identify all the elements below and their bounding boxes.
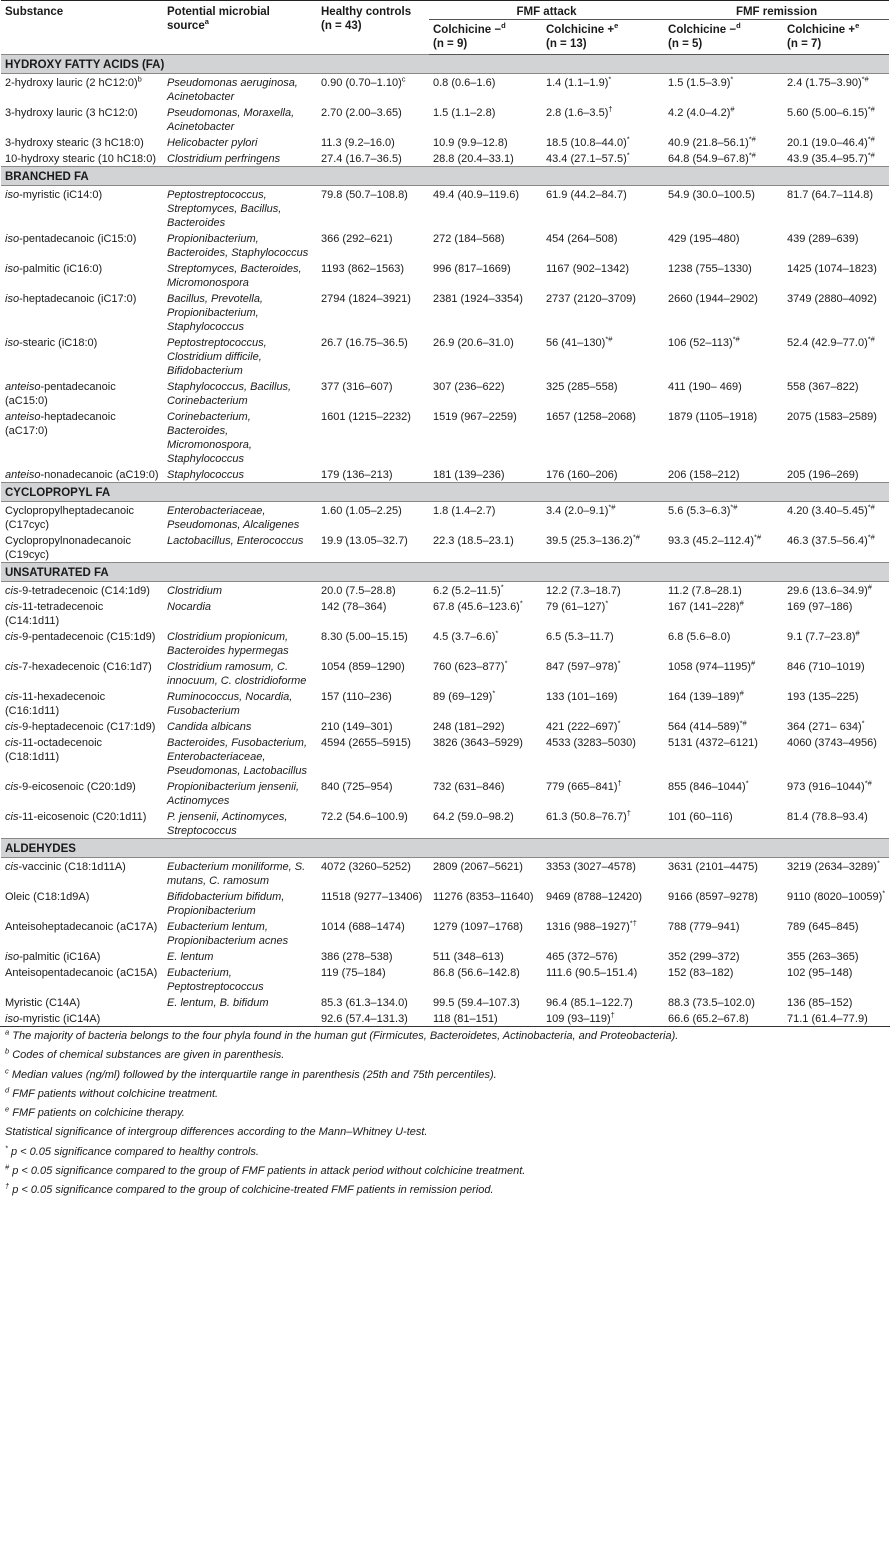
section-header (1, 55, 889, 74)
footnote: $^d$ FMF patients without colchicine treatment. (5, 1085, 219, 1100)
value-cell-a-plus: 109 (93–119)† (546, 1010, 615, 1025)
table-row (1, 502, 889, 533)
value-cell-healthy: 20.0 (7.5–28.8) (321, 585, 396, 597)
source-cell: Peptostreptococcus, Clostridium difficile, Bifidobacterium (167, 337, 267, 377)
substance-cell: iso-palmitic (iC16:0) (5, 263, 103, 275)
value-cell-healthy: 386 (278–538) (321, 951, 393, 963)
table-row (1, 658, 889, 688)
value-cell-r-plus: 973 (916–1044)*# (787, 778, 872, 793)
value-cell-a-minus: 1.5 (1.1–2.8) (433, 107, 496, 119)
value-cell-healthy: 26.7 (16.75–36.5) (321, 337, 408, 349)
value-cell-a-minus: 2381 (1924–3354) (433, 293, 523, 305)
value-cell-healthy: 92.6 (57.4–131.3) (321, 1013, 408, 1025)
value-cell-a-plus: 2.8 (1.6–3.5)† (546, 104, 613, 119)
value-cell-healthy: 1.60 (1.05–2.25) (321, 505, 402, 517)
source-cell: Propionibacterium jensenii, Actinomyces (167, 781, 300, 807)
value-cell-a-minus: 0.8 (0.6–1.6) (433, 77, 496, 89)
footnote: $^e$ FMF patients on colchicine therapy. (5, 1104, 185, 1120)
value-cell-r-minus: 206 (158–212) (668, 469, 740, 481)
source-cell: Peptostreptococcus, Streptomyces, Bacillus, Bacteroides (167, 189, 282, 229)
substance-cell: iso-myristic (iC14A) (5, 1013, 101, 1025)
value-cell-r-minus: 411 (190– 469) (668, 381, 742, 393)
value-cell-a-plus: 9469 (8788–12420) (546, 891, 643, 903)
substance-cell: Myristic (C14A) (5, 997, 81, 1009)
source-cell: Streptomyces, Bacteroides, Micromonospora (167, 263, 302, 289)
value-cell-healthy: 27.4 (16.7–36.5) (321, 153, 402, 165)
table-row (1, 334, 889, 378)
source-cell: Pseudomonas, Moraxella, Acinetobacter (167, 107, 295, 133)
value-cell-healthy: 4594 (2655–5915) (321, 737, 411, 749)
value-cell-r-minus: 3631 (2101–4475) (668, 861, 758, 873)
substance-cell: anteiso-pentadecanoic (aC15:0) (5, 381, 116, 407)
source-cell: Bifidobacterium bifidum, Propionibacterium (167, 891, 285, 917)
source-cell: Nocardia (167, 601, 212, 613)
value-cell-a-plus: 1167 (902–1342) (546, 263, 629, 275)
value-cell-healthy: 8.30 (5.00–15.15) (321, 631, 408, 643)
value-cell-r-minus: 88.3 (73.5–102.0) (668, 997, 755, 1009)
substance-cell: 10-hydroxy stearic (10 hC18:0) (5, 153, 157, 165)
substance-cell: 3-hydroxy lauric (3 hC12:0) (5, 107, 138, 119)
source-cell: Eubacterium, Peptostreptococcus (167, 967, 264, 993)
substance-cell: 3-hydroxy stearic (3 hC18:0) (5, 137, 144, 149)
table-row (1, 808, 889, 839)
table-row (1, 466, 889, 483)
value-cell-r-plus: 355 (263–365) (787, 951, 859, 963)
table-row (1, 378, 889, 408)
source-cell: Clostridium ramosum, C. innocuum, C. clostridioforme (167, 661, 307, 687)
value-cell-r-plus: 1425 (1074–1823) (787, 263, 877, 275)
value-cell-r-plus: 364 (271– 634)* (787, 718, 865, 733)
value-cell-r-minus: 6.8 (5.6–8.0) (668, 631, 731, 643)
table-row (1, 408, 889, 466)
value-cell-r-minus: 11.2 (7.8–28.1) (668, 585, 742, 597)
header-source: Potential microbial source$^a$ (163, 1, 317, 55)
value-cell-r-plus: 71.1 (61.4–77.9) (787, 1013, 868, 1025)
value-cell-r-minus: 855 (846–1044)* (668, 778, 749, 793)
source-cell: Pseudomonas aeruginosa, Acinetobacter (167, 77, 298, 103)
value-cell-healthy: 1054 (859–1290) (321, 661, 405, 673)
source-cell: Helicobacter pylori (167, 137, 258, 149)
value-cell-r-plus: 4060 (3743–4956) (787, 737, 877, 749)
value-cell-r-minus: 64.8 (54.9–67.8)*# (668, 150, 756, 165)
value-cell-a-plus: 454 (264–508) (546, 233, 618, 245)
value-cell-healthy: 142 (78–364) (321, 601, 387, 613)
value-cell-r-minus: 1879 (1105–1918) (668, 411, 758, 423)
value-cell-a-minus: 26.9 (20.6–31.0) (433, 337, 514, 349)
substance-cell: cis-11-octadecenoic (C18:1d11) (5, 737, 103, 763)
table-row (1, 778, 889, 808)
footnote: # p < 0.05 significance compared to the group of FMF patients in attack period without colchicine treatment. (5, 1162, 526, 1178)
source-cell: Clostridium (167, 585, 223, 597)
value-cell-r-plus: 169 (97–186) (787, 601, 853, 613)
value-cell-r-minus: 66.6 (65.2–67.8) (668, 1013, 749, 1025)
source-cell: Enterobacteriaceae, Pseudomonas, Alcaligenes (167, 505, 300, 531)
value-cell-r-plus: 81.4 (78.8–93.4) (787, 811, 868, 823)
section-title: HYDROXY FATTY ACIDS (FA) (1, 55, 889, 74)
value-cell-a-plus: 421 (222–697)* (546, 718, 621, 733)
footnote: $^c$ Median values (ng/ml) followed by the interquartile range in parenthesis (25th and 75th percentiles). (5, 1065, 497, 1081)
source-cell: Clostridium propionicum, Bacteroides hypermegas (167, 631, 289, 657)
value-cell-r-plus: 193 (135–225) (787, 691, 859, 703)
value-cell-r-minus: 164 (139–189)# (668, 688, 744, 703)
value-cell-a-minus: 10.9 (9.9–12.8) (433, 137, 508, 149)
value-cell-a-plus: 1657 (1258–2068) (546, 411, 636, 423)
value-cell-a-minus: 4.5 (3.7–6.6)* (433, 628, 499, 643)
value-cell-a-minus: 760 (623–877)* (433, 658, 508, 673)
value-cell-a-plus: 779 (665–841)† (546, 778, 622, 793)
source-cell: Corinebacterium, Bacteroides, Micromonospora, Staphylococcus (167, 411, 252, 465)
value-cell-r-minus: 93.3 (45.2–112.4)*# (668, 532, 762, 547)
footnote: † p < 0.05 significance compared to the group of colchicine-treated FMF patients in remission period. (5, 1181, 494, 1197)
substance-cell: anteiso-nonadecanoic (aC19:0) (5, 469, 159, 481)
value-cell-a-minus: 2809 (2067–5621) (433, 861, 523, 873)
value-cell-healthy: 11.3 (9.2–16.0) (321, 137, 395, 149)
table-row (1, 74, 889, 105)
table-row (1, 948, 889, 964)
value-cell-a-minus: 89 (69–129)* (433, 688, 496, 703)
substance-cell: Anteisopentadecanoic (aC15A) (5, 967, 158, 979)
table-body (1, 55, 889, 1027)
value-cell-a-minus: 11276 (8353–11640) (433, 891, 534, 903)
value-cell-r-plus: 2.4 (1.75–3.90)*# (787, 74, 869, 89)
value-cell-healthy: 85.3 (61.3–134.0) (321, 997, 408, 1009)
substance-cell: iso-palmitic (iC16A) (5, 951, 101, 963)
table-row (1, 134, 889, 150)
value-cell-r-minus: 2660 (1944–2902) (668, 293, 758, 305)
value-cell-r-plus: 2075 (1583–2589) (787, 411, 877, 423)
section-header (1, 839, 889, 858)
header-attack-col-minus: Colchicine −$^d$ (n = 9) (429, 20, 542, 55)
value-cell-a-minus: 22.3 (18.5–23.1) (433, 535, 514, 547)
value-cell-a-minus: 996 (817–1669) (433, 263, 511, 275)
header-fmf-attack: FMF attack (429, 1, 664, 20)
value-cell-a-plus: 847 (597–978)* (546, 658, 621, 673)
value-cell-a-minus: 28.8 (20.4–33.1) (433, 153, 514, 165)
section-title: BRANCHED FA (1, 167, 889, 186)
value-cell-healthy: 1193 (862–1563) (321, 263, 404, 275)
table-row (1, 964, 889, 994)
substance-cell: cis-11-hexadecenoic (C16:1d11) (5, 691, 106, 717)
value-cell-r-minus: 9166 (8597–9278) (668, 891, 758, 903)
value-cell-a-minus: 307 (236–622) (433, 381, 505, 393)
header-fmf-remission: FMF remission (664, 1, 889, 20)
value-cell-r-minus: 106 (52–113)*# (668, 334, 740, 349)
value-cell-a-plus: 3353 (3027–4578) (546, 861, 636, 873)
value-cell-a-minus: 86.8 (56.6–142.8) (433, 967, 520, 979)
value-cell-a-plus: 96.4 (85.1–122.7) (546, 997, 633, 1009)
value-cell-a-minus: 49.4 (40.9–119.6) (433, 189, 520, 201)
table-row (1, 918, 889, 948)
table-row (1, 598, 889, 628)
value-cell-r-minus: 5131 (4372–6121) (668, 737, 758, 749)
value-cell-a-plus: 1316 (988–1927)*† (546, 918, 637, 933)
section-header (1, 483, 889, 502)
value-cell-r-plus: 439 (289–639) (787, 233, 859, 245)
source-cell: E. lentum, B. bifidum (167, 997, 269, 1009)
value-cell-a-minus: 3826 (3643–5929) (433, 737, 523, 749)
value-cell-r-plus: 5.60 (5.00–6.15)*# (787, 104, 875, 119)
value-cell-r-minus: 1.5 (1.5–3.9)* (668, 74, 734, 89)
value-cell-a-minus: 248 (181–292) (433, 721, 505, 733)
substance-cell: 2-hydroxy lauric (2 hC12:0)$^b$ (5, 74, 142, 89)
value-cell-a-plus: 79 (61–127)* (546, 598, 609, 613)
value-cell-healthy: 11518 (9277–13406) (321, 891, 423, 903)
table-row (1, 260, 889, 290)
substance-cell: Oleic (C18:1d9A) (5, 891, 90, 903)
value-cell-a-minus: 272 (184–568) (433, 233, 505, 245)
section-header (1, 563, 889, 582)
value-cell-a-minus: 1279 (1097–1768) (433, 921, 523, 933)
footnote: Statistical significance of intergroup differences according to the Mann–Whitney U-test. (5, 1126, 428, 1139)
value-cell-r-plus: 558 (367–822) (787, 381, 859, 393)
source-cell: Eubacterium lentum, Propionibacterium acnes (167, 921, 289, 947)
substance-cell: cis-11-tetradecenoic (C14:1d11) (5, 601, 104, 627)
header-healthy: Healthy controls (n = 43) (317, 1, 429, 55)
value-cell-r-plus: 789 (645–845) (787, 921, 859, 933)
footnote: $^b$ Codes of chemical substances are given in parenthesis. (5, 1046, 285, 1062)
value-cell-healthy: 366 (292–621) (321, 233, 393, 245)
table-row (1, 858, 889, 889)
source-cell (163, 1010, 317, 1026)
substance-cell: cis-9-eicosenoic (C20:1d9) (5, 781, 136, 793)
substance-cell: Cyclopropylheptadecanoic (C17cyc) (5, 505, 135, 531)
value-cell-healthy: 119 (75–184) (321, 967, 386, 979)
source-cell: Candida albicans (167, 721, 252, 733)
table-row (1, 888, 889, 918)
value-cell-r-minus: 5.6 (5.3–6.3)*# (668, 502, 738, 517)
substance-cell: iso-stearic (iC18:0) (5, 337, 98, 349)
value-cell-r-minus: 101 (60–116) (668, 811, 733, 823)
table-row (1, 628, 889, 658)
source-cell: Staphylococcus, Bacillus, Corinebacterium (167, 381, 292, 407)
value-cell-r-plus: 46.3 (37.5–56.4)*# (787, 532, 875, 547)
value-cell-r-plus: 4.20 (3.40–5.45)*# (787, 502, 875, 517)
value-cell-r-minus: 352 (299–372) (668, 951, 740, 963)
value-cell-a-minus: 99.5 (59.4–107.3) (433, 997, 520, 1009)
value-cell-r-plus: 205 (196–269) (787, 469, 859, 481)
table-row (1, 290, 889, 334)
value-cell-r-plus: 136 (85–152) (787, 997, 853, 1009)
source-cell: Lactobacillus, Enterococcus (167, 535, 304, 547)
table-row (1, 734, 889, 778)
table-row (1, 186, 889, 231)
source-cell: Clostridium perfringens (167, 153, 281, 165)
value-cell-healthy: 377 (316–607) (321, 381, 393, 393)
value-cell-healthy: 4072 (3260–5252) (321, 861, 411, 873)
substance-cell: cis-11-eicosenoic (C20:1d11) (5, 811, 147, 823)
footnote: $^a$ The majority of bacteria belongs to the four phyla found in the human gut (Firmicutes, Bacteroidetes, Actinobacteria, and Proteobacteria). (5, 1027, 679, 1042)
source-cell: Eubacterium moniliforme, S. mutans, C. ramosum (167, 861, 306, 887)
data-table (1, 0, 889, 1026)
footnote: * p < 0.05 significance compared to healthy controls. (5, 1143, 259, 1158)
value-cell-healthy: 2.70 (2.00–3.65) (321, 107, 402, 119)
value-cell-a-minus: 64.2 (59.0–98.2) (433, 811, 514, 823)
value-cell-r-minus: 564 (414–589)*# (668, 718, 747, 733)
value-cell-r-minus: 4.2 (4.0–4.2)# (668, 104, 735, 119)
value-cell-r-plus: 52.4 (42.9–77.0)*# (787, 334, 875, 349)
source-cell: Propionibacterium, Bacteroides, Staphylococcus (167, 233, 309, 259)
section-title: CYCLOPROPYL FA (1, 483, 889, 502)
value-cell-r-plus: 846 (710–1019) (787, 661, 865, 673)
value-cell-r-minus: 788 (779–941) (668, 921, 740, 933)
table-row (1, 532, 889, 563)
source-cell: Staphylococcus (167, 469, 245, 481)
table-row (1, 688, 889, 718)
substance-cell: Cyclopropylnonadecanoic (C19cyc) (5, 535, 131, 561)
value-cell-a-plus: 56 (41–130)*# (546, 334, 613, 349)
value-cell-r-minus: 152 (83–182) (668, 967, 734, 979)
value-cell-healthy: 79.8 (50.7–108.8) (321, 189, 408, 201)
value-cell-r-plus: 81.7 (64.7–114.8) (787, 189, 874, 201)
value-cell-a-plus: 4533 (3283–5030) (546, 737, 636, 749)
value-cell-a-plus: 1.4 (1.1–1.9)* (546, 74, 612, 89)
value-cell-a-plus: 18.5 (10.8–44.0)* (546, 134, 630, 149)
value-cell-r-plus: 9110 (8020–10059)* (787, 888, 886, 903)
value-cell-r-minus: 1058 (974–1195)# (668, 658, 756, 673)
value-cell-r-minus: 429 (195–480) (668, 233, 740, 245)
value-cell-r-minus: 54.9 (30.0–100.5) (668, 189, 755, 201)
table-row (1, 994, 889, 1010)
value-cell-r-minus: 1238 (755–1330) (668, 263, 752, 275)
value-cell-healthy: 157 (110–236) (321, 691, 392, 703)
value-cell-r-plus: 43.9 (35.4–95.7)*# (787, 150, 875, 165)
value-cell-a-plus: 6.5 (5.3–11.7) (546, 631, 614, 643)
source-cell: Bacillus, Prevotella, Propionibacterium, Staphylococcus (167, 293, 263, 333)
value-cell-a-minus: 1519 (967–2259) (433, 411, 517, 423)
value-cell-healthy: 2794 (1824–3921) (321, 293, 411, 305)
value-cell-a-plus: 61.3 (50.8–76.7)† (546, 808, 631, 823)
value-cell-a-plus: 176 (160–206) (546, 469, 618, 481)
value-cell-a-plus: 61.9 (44.2–84.7) (546, 189, 627, 201)
header-attack-col-plus: Colchicine +$^e$ (n = 13) (542, 20, 664, 55)
table-row (1, 1010, 889, 1026)
value-cell-a-plus: 111.6 (90.5–151.4) (546, 967, 638, 979)
value-cell-r-minus: 167 (141–228)# (668, 598, 744, 613)
value-cell-a-minus: 118 (81–151) (433, 1013, 498, 1025)
value-cell-a-plus: 43.4 (27.1–57.5)* (546, 150, 630, 165)
value-cell-r-plus: 29.6 (13.6–34.9)# (787, 582, 872, 597)
substance-cell: cis-7-hexadecenoic (C16:1d7) (5, 661, 152, 673)
value-cell-r-plus: 9.1 (7.7–23.8)# (787, 628, 860, 643)
value-cell-r-plus: 3219 (2634–3289)* (787, 858, 880, 873)
value-cell-a-plus: 2737 (2120–3709) (546, 293, 636, 305)
value-cell-a-minus: 511 (348–613) (433, 951, 504, 963)
value-cell-a-plus: 12.2 (7.3–18.7) (546, 585, 621, 597)
header-remission-col-plus: Colchicine +$^e$ (n = 7) (783, 20, 889, 55)
substance-cell: anteiso-heptadecanoic (aC17:0) (5, 411, 116, 437)
substance-cell: cis-9-pentadecenoic (C15:1d9) (5, 631, 156, 643)
value-cell-healthy: 210 (149–301) (321, 721, 393, 733)
section-header (1, 167, 889, 186)
value-cell-healthy: 72.2 (54.6–100.9) (321, 811, 408, 823)
value-cell-a-minus: 6.2 (5.2–11.5)* (433, 582, 504, 597)
section-title: ALDEHYDES (1, 839, 889, 858)
value-cell-healthy: 19.9 (13.05–32.7) (321, 535, 408, 547)
value-cell-a-minus: 181 (139–236) (433, 469, 505, 481)
source-cell: Bacteroides, Fusobacterium, Enterobacteriaceae, Pseudomonas, Lactobacillus (167, 737, 308, 777)
source-cell: P. jensenii, Actinomyces, Streptococcus (167, 811, 288, 837)
value-cell-healthy: 179 (136–213) (321, 469, 393, 481)
substance-cell: Anteisoheptadecanoic (aC17A) (5, 921, 158, 933)
value-cell-r-minus: 40.9 (21.8–56.1)*# (668, 134, 756, 149)
footnotes (0, 1026, 890, 1201)
value-cell-a-plus: 133 (101–169) (546, 691, 618, 703)
substance-cell: iso-pentadecanoic (iC15:0) (5, 233, 137, 245)
section-title: UNSATURATED FA (1, 563, 889, 582)
table-row (1, 718, 889, 734)
table-row (1, 104, 889, 134)
value-cell-a-plus: 325 (285–558) (546, 381, 618, 393)
value-cell-a-plus: 39.5 (25.3–136.2)*# (546, 532, 640, 547)
header-substance: Substance (1, 1, 163, 55)
value-cell-healthy: 1014 (688–1474) (321, 921, 405, 933)
value-cell-a-minus: 732 (631–846) (433, 781, 505, 793)
source-cell: Ruminococcus, Nocardia, Fusobacterium (167, 691, 293, 717)
table-row (1, 150, 889, 167)
value-cell-a-plus: 3.4 (2.0–9.1)*# (546, 502, 616, 517)
table-row (1, 230, 889, 260)
value-cell-healthy: 0.90 $(0.70-1.10)^c$ (321, 74, 406, 89)
substance-cell: cis-9-heptadecenoic (C17:1d9) (5, 721, 156, 733)
value-cell-r-plus: 3749 (2880–4092) (787, 293, 877, 305)
table-row (1, 582, 889, 599)
value-cell-a-minus: 67.8 (45.6–123.6)* (433, 598, 523, 613)
substance-cell: cis-9-tetradecenoic (C14:1d9) (5, 585, 150, 597)
value-cell-healthy: 1601 (1215–2232) (321, 411, 411, 423)
substance-cell: iso-myristic (iC14:0) (5, 189, 103, 201)
substance-cell: cis-vaccinic (C18:1d11A) (5, 861, 126, 873)
header-remission-col-minus: Colchicine −$^d$ (n = 5) (664, 20, 783, 55)
value-cell-a-plus: 465 (372–576) (546, 951, 618, 963)
substance-cell: iso-heptadecanoic (iC17:0) (5, 293, 137, 305)
value-cell-a-minus: 1.8 (1.4–2.7) (433, 505, 496, 517)
source-cell: E. lentum (167, 951, 214, 963)
value-cell-r-plus: 102 (95–148) (787, 967, 853, 979)
value-cell-r-plus: 20.1 (19.0–46.4)*# (787, 134, 875, 149)
value-cell-healthy: 840 (725–954) (321, 781, 393, 793)
